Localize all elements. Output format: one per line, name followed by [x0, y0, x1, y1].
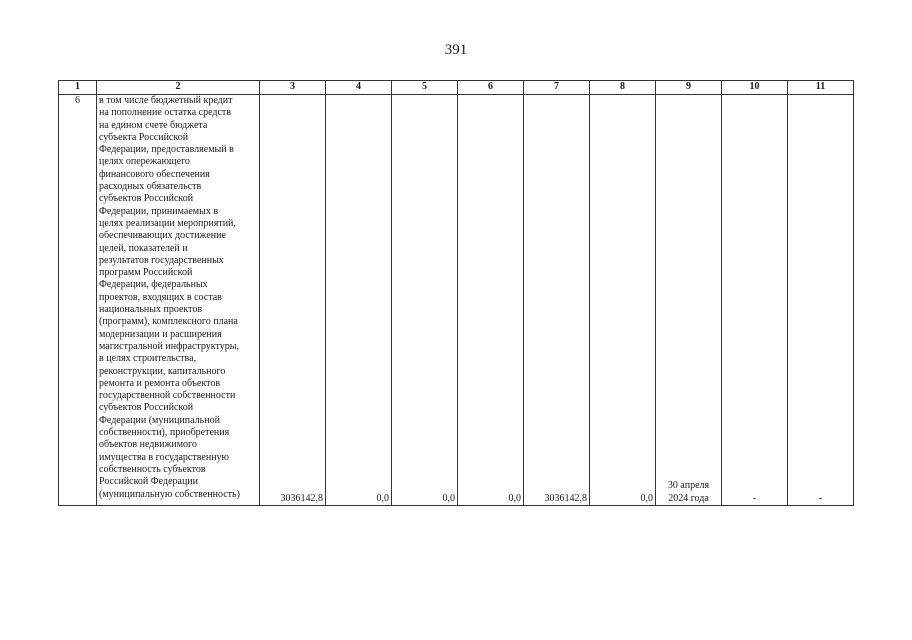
cell-col-5: 0,0 — [392, 95, 458, 506]
row-description-cell — [97, 95, 260, 506]
header-col-5: 5 — [392, 81, 458, 95]
header-col-9: 9 — [656, 81, 722, 95]
row-description-text: в том числе бюджетный кредит на пополнение остатка средств на едином счете бюджета субъекта Российской Федерации, предоставляемый в целях опережающего финансового обеспечения расходных обязательств субъектов Российской Федерации, принимаемых в целях реализации мероприятий, обеспечивающих достижение целей, показателей и результатов государственных программ Российской Федерации, федеральных проектов, входящих в состав национальных проектов (программ), комплексного плана модернизации и расширения магистральной инфраструктуры, в целях строительства, реконструкции, капитального ремонта и ремонта объектов государственной собственности субъектов Российской Федерации (муниципальной собственности), приобретения объектов недвижимого имущества в государственную собственность субъектов Российской Федерации (муниципальную собственность) — [99, 95, 240, 500]
table-row — [59, 95, 854, 506]
header-col-2: 2 — [97, 81, 260, 95]
cell-col-9-deadline: 30 апреля 2024 года — [656, 95, 722, 506]
cell-col-4: 0,0 — [326, 95, 392, 506]
header-row — [59, 81, 854, 95]
page-number: 391 — [444, 42, 468, 58]
cell-col-8: 0,0 — [590, 95, 656, 506]
cell-col-3: 3036142,8 — [260, 95, 326, 506]
header-col-7: 7 — [524, 81, 590, 95]
cell-col-11: - — [788, 95, 854, 506]
header-col-11: 11 — [788, 81, 854, 95]
header-col-8: 8 — [590, 81, 656, 95]
cell-col-10: - — [722, 95, 788, 506]
header-col-10: 10 — [722, 81, 788, 95]
cell-col-7: 3036142,8 — [524, 95, 590, 506]
row-number-cell: 6 — [59, 95, 97, 506]
cell-col-6: 0,0 — [458, 95, 524, 506]
budget-table — [58, 80, 854, 506]
header-col-1: 1 — [59, 81, 97, 95]
header-col-6: 6 — [458, 81, 524, 95]
header-col-4: 4 — [326, 81, 392, 95]
header-col-3: 3 — [260, 81, 326, 95]
